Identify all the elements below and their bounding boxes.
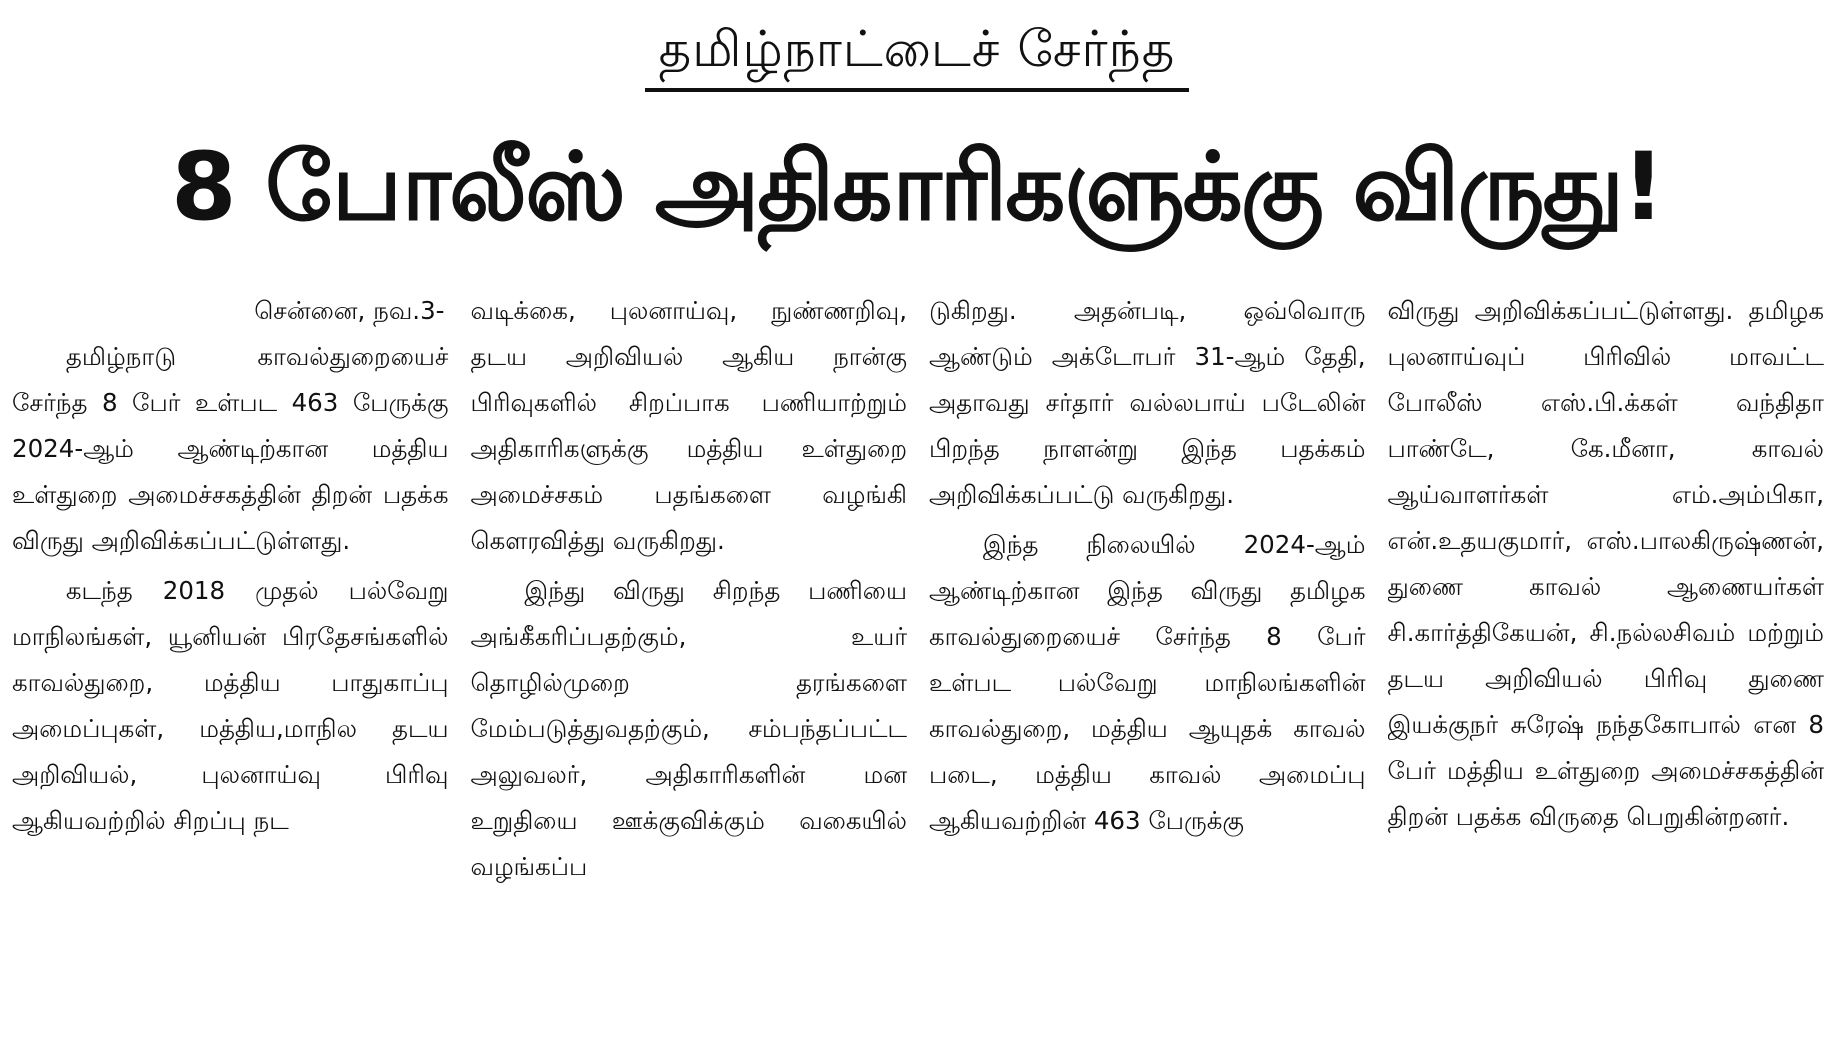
paragraph: வடிக்கை, புலனாய்வு, நுண்ணறிவு, தடய அறிவியல் ஆகிய நான்கு பிரிவுகளில் சிறப்பாக பணியாற்றும் அதிகாரிகளுக்கு மத்திய உள்துறை அமைச்சகம் பதங்களை வழங்கி கௌரவித்து வருகிறது. [470,296,907,555]
paragraph: இந்த நிலையில் 2024-ஆம் ஆண்டிற்கான இந்த விருது தமிழக காவல்துறையைச் சேர்ந்த 8 பேர் உள்பட பல்வேறு மாநிலங்களின் காவல்துறை, மத்திய ஆயுதக் காவல் படை, மத்திய காவல் அமைப்பு ஆகியவற்றின் 463 பேருக்கு [929,530,1366,835]
dateline: சென்னை, நவ.3- [254,296,445,325]
paragraph: தமிழ்நாடு காவல்துறையைச் சேர்ந்த 8 பேர் உள்பட 463 பேருக்கு 2024-ஆம் ஆண்டிற்கான மத்திய உள்துறை அமைச்சகத்தின் திறன் பதக்க விருது அறிவிக்கப்பட்டுள்ளது. [12,342,449,555]
paragraph: விருது அறிவிக்கப்பட்டுள்ளது. தமிழக புலனாய்வுப் பிரிவில் மாவட்ட போலீஸ் எஸ்.பி.க்கள் வந்திதா பாண்டே, கே.மீனா, காவல் ஆய்வாளர்கள் எம்.அம்பிகா, என்.உதயகுமார், எஸ்.பாலகிருஷ்ணன், துணை காவல் ஆணையர்கள் சி.கார்த்திகேயன், சி.நல்லசிவம் மற்றும் தடய அறிவியல் பிரிவு துணை இயக்குநர் சுரேஷ் நந்தகோபால் என 8 பேர் மத்திய உள்துறை அமைச்சகத்தின் திறன் பதக்க விருதை பெறுகின்றனர். [1387,296,1824,831]
article-body [12,288,1824,1048]
column-3 [929,288,1366,1048]
column-1 [12,288,449,1048]
kicker-container [0,14,1834,92]
paragraph: இந்து விருது சிறந்த பணியை அங்கீகரிப்பதற்கும், உயர் தொழில்முறை தரங்களை மேம்படுத்துவதற்கும், சம்பந்தப்பட்ட அலுவலர், அதிகாரிகளின் மன உறுதியை ஊக்குவிக்கும் வகையில் வழங்கப்ப [470,576,907,881]
kicker-subheading: தமிழ்நாட்டைச் சேர்ந்த [645,14,1190,92]
headline: 8 போலீஸ் அதிகாரிகளுக்கு விருது! [171,133,1663,242]
paragraph: கடந்த 2018 முதல் பல்வேறு மாநிலங்கள், யூனியன் பிரதேசங்களில் காவல்துறை, மத்திய பாதுகாப்பு அமைப்புகள், மத்திய,மாநில தடய அறிவியல், புலனாய்வு பிரிவு ஆகியவற்றில் சிறப்பு நட [12,576,449,835]
column-4 [1388,288,1825,1048]
column-2 [471,288,908,1048]
paragraph: டுகிறது. அதன்படி, ஒவ்வொரு ஆண்டும் அக்டோபர் 31-ஆம் தேதி, அதாவது சர்தார் வல்லபாய் படேலின் பிறந்த நாளன்று இந்த பதக்கம் அறிவிக்கப்பட்டு வருகிறது. [929,296,1366,509]
